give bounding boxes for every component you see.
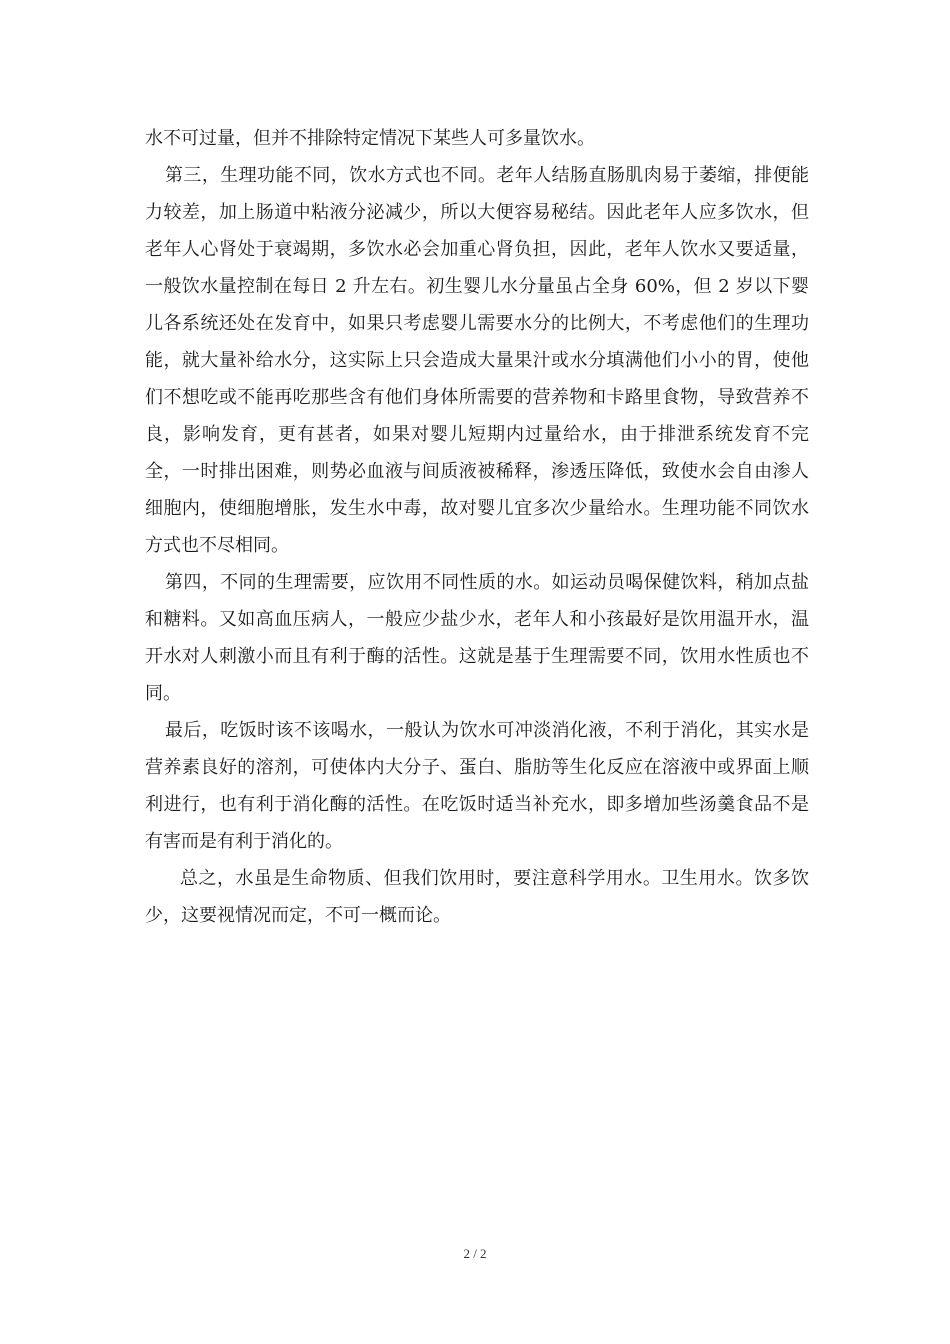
document-body [145,120,809,934]
paragraph-conclusion: 总之，水虽是生命物质、但我们饮用时，要注意科学用水。卫生用水。饮多饮少，这要视情况而定，不可一概而论。 [145,868,809,926]
paragraph-third-point: 第三，生理功能不同，饮水方式也不同。老年人结肠直肠肌肉易于萎缩，排便能力较差，加上肠道中粘液分泌减少，所以大便容易秘结。因此老年人应多饮水，但老年人心肾处于衰竭期，多饮水必会加重心肾负担，因此，老年人饮水又要适量，一般饮水量控制在每日 2 升左右。初生婴儿水分量虽占全身 60%，但 2 岁以下婴儿各系统还处在发育中，如果只考虑婴儿需要水分的比例大，不考虑他们的生理功能，就大量补给水分，这实际上只会造成大量果汁或水分填满他们小小的胃，使他们不想吃或不能再吃那些含有他们身体所需要的营养物和卡路里食物，导致营养不良，影响发育，更有甚者，如果对婴儿短期内过量给水，由于排泄系统发育不完全，一时排出困难，则势必血液与间质液被稀释，渗透压降低，致使水会自由渗人细胞内，使细胞增胀，发生水中毒，故对婴儿宜多次少量给水。生理功能不同饮水方式也不尽相同。 [145,165,809,556]
paragraph-fourth-point: 第四，不同的生理需要，应饮用不同性质的水。如运动员喝保健饮料，稍加点盐和糖料。又如高血压病人，一般应少盐少水，老年人和小孩最好是饮用温开水，温开水对人刺激小而且有利于酶的活性。这就是基于生理需要不同，饮用水性质也不同。 [145,572,809,704]
page-number: 2 / 2 [463,1246,487,1261]
paragraph-continuation: 水不可过量，但并不排除特定情况下某些人可多量饮水。 [145,128,595,149]
paragraph-finally: 最后，吃饭时该不该喝水，一般认为饮水可冲淡消化液，不利于消化，其实水是营养素良好的溶剂，可使体内大分子、蛋白、脂肪等生化反应在溶液中或界面上顺利进行，也有利于消化酶的活性。在吃饭时适当补充水，即多增加些汤羹食品不是有害而是有利于消化的。 [145,720,809,852]
